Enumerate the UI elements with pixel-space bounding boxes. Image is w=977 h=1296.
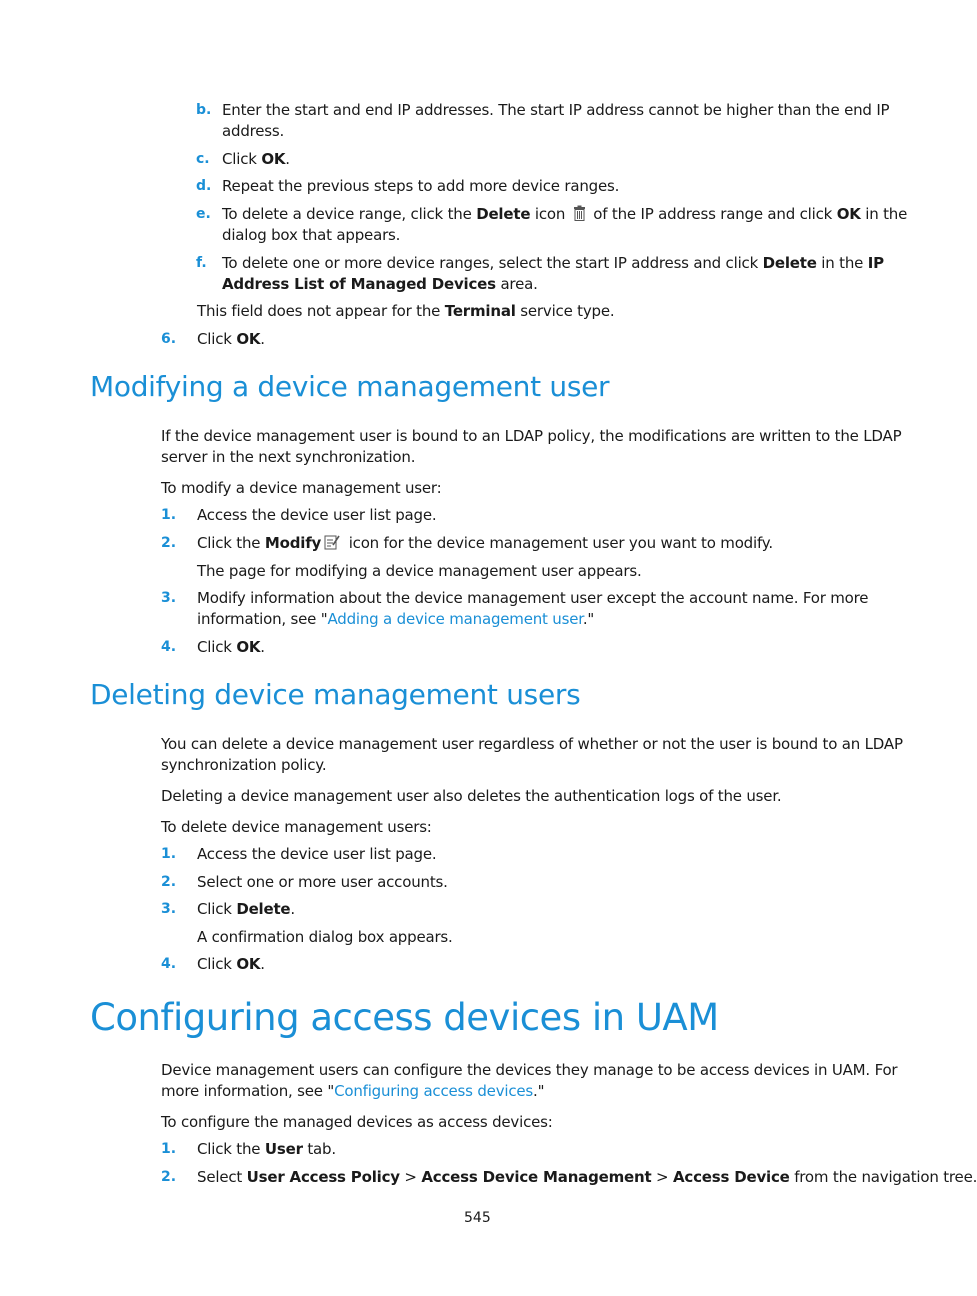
step-text: Enter the start and end IP addresses. The start IP address cannot be higher than the end IP [222, 101, 890, 119]
step-text: Click OK. [197, 330, 265, 348]
page-number: 545 [464, 1210, 491, 1226]
step-marker: c. [196, 151, 210, 167]
step-marker: 2. [161, 535, 177, 551]
edit-icon [324, 534, 341, 556]
section-heading: Deleting device management users [90, 678, 581, 711]
step-text: Click OK. [222, 150, 290, 168]
step-text: Modify information about the device management user except the account name. For more [197, 589, 869, 607]
link-configuring-access-devices[interactable]: Configuring access devices [334, 1082, 534, 1100]
step-text: Click the Modify icon for the device management user you want to modify. [197, 533, 773, 556]
paragraph: If the device management user is bound to an LDAP policy, the modifications are written to the LDAP [161, 427, 902, 445]
paragraph: You can delete a device management user regardless of whether or not the user is bound to an LDAP [161, 735, 903, 753]
step-text: Click OK. [197, 638, 265, 656]
paragraph: To configure the managed devices as access devices: [161, 1113, 553, 1131]
step-text: Select one or more user accounts. [197, 873, 448, 891]
step-marker: 6. [161, 331, 177, 347]
step-text: address. [222, 122, 285, 140]
step-marker: 3. [161, 590, 177, 606]
step-marker: f. [196, 255, 207, 271]
step-text: To delete one or more device ranges, select the start IP address and click Delete in the IP [222, 254, 884, 272]
step-marker: 1. [161, 507, 177, 523]
step-marker: 1. [161, 846, 177, 862]
step-text: Access the device user list page. [197, 845, 437, 863]
step-note: The page for modifying a device management user appears. [197, 562, 642, 580]
step-marker: e. [196, 206, 211, 222]
step-text: Access the device user list page. [197, 506, 437, 524]
step-marker: b. [196, 102, 212, 118]
paragraph: Device management users can configure the devices they manage to be access devices in UAM. For [161, 1061, 898, 1079]
step-text: Click the User tab. [197, 1140, 336, 1158]
paragraph: Deleting a device management user also deletes the authentication logs of the user. [161, 787, 782, 805]
step-marker: 4. [161, 956, 177, 972]
link-adding-device-management-user[interactable]: Adding a device management user [327, 610, 583, 628]
step-text: Address List of Managed Devices area. [222, 275, 538, 293]
step-text: To delete a device range, click the Delete icon of the IP address range and click OK in the [222, 204, 907, 227]
step-text: Select User Access Policy > Access Device Management > Access Device from the navigation tree. [197, 1168, 977, 1186]
step-text: information, see "Adding a device management user." [197, 610, 595, 628]
trash-icon [573, 205, 586, 227]
step-marker: 4. [161, 639, 177, 655]
step-marker: d. [196, 178, 212, 194]
paragraph: To modify a device management user: [161, 479, 442, 497]
note-text: This field does not appear for the Terminal service type. [197, 302, 615, 320]
step-text: Click Delete. [197, 900, 295, 918]
step-text: Click OK. [197, 955, 265, 973]
paragraph: server in the next synchronization. [161, 448, 416, 466]
step-marker: 3. [161, 901, 177, 917]
section-heading: Modifying a device management user [90, 370, 610, 403]
step-marker: 2. [161, 1169, 177, 1185]
step-text: dialog box that appears. [222, 226, 401, 244]
step-note: A confirmation dialog box appears. [197, 928, 453, 946]
step-text: Repeat the previous steps to add more device ranges. [222, 177, 620, 195]
paragraph: To delete device management users: [161, 818, 432, 836]
step-marker: 2. [161, 874, 177, 890]
paragraph: more information, see "Configuring access devices." [161, 1082, 545, 1100]
paragraph: synchronization policy. [161, 756, 327, 774]
step-marker: 1. [161, 1141, 177, 1157]
chapter-heading: Configuring access devices in UAM [90, 996, 719, 1039]
